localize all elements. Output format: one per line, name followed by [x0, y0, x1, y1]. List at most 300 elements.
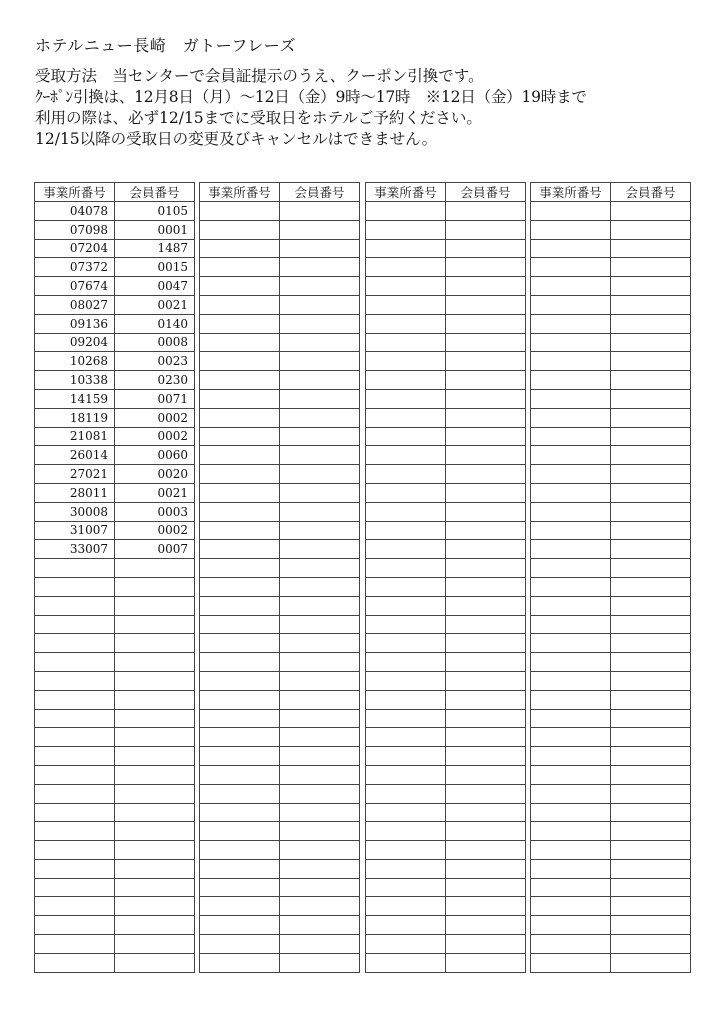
table-row — [531, 314, 691, 333]
member-number-cell — [446, 728, 526, 747]
office-number-cell — [35, 653, 115, 672]
table-row — [531, 671, 691, 690]
member-number-cell: 0021 — [115, 483, 195, 502]
office-number-cell — [366, 765, 446, 784]
member-number-cell: 1487 — [115, 239, 195, 258]
table-row — [531, 333, 691, 352]
member-number-cell — [611, 615, 691, 634]
member-number-cell — [280, 577, 360, 596]
member-number-cell — [611, 220, 691, 239]
table-row — [35, 822, 195, 841]
table-row — [531, 653, 691, 672]
office-number-cell: 31007 — [35, 521, 115, 540]
table-row — [35, 728, 195, 747]
table-row — [366, 596, 526, 615]
office-number-cell — [200, 540, 280, 559]
member-number-cell — [280, 427, 360, 446]
member-number-cell — [446, 295, 526, 314]
table-row — [35, 483, 195, 502]
member-number-cell — [280, 220, 360, 239]
table-row — [35, 784, 195, 803]
member-number-cell — [280, 333, 360, 352]
member-number-cell — [611, 295, 691, 314]
member-number-cell — [115, 953, 195, 972]
member-number-cell — [280, 690, 360, 709]
table-row — [200, 333, 360, 352]
table-row — [200, 709, 360, 728]
member-number-cell — [115, 935, 195, 954]
table-row — [531, 389, 691, 408]
pickup-notice — [35, 66, 715, 150]
office-number-cell — [531, 653, 611, 672]
member-number-cell: 0071 — [115, 389, 195, 408]
office-number-cell — [366, 258, 446, 277]
table-row — [35, 521, 195, 540]
member-number-cell — [611, 634, 691, 653]
table-row — [35, 502, 195, 521]
table-row — [200, 653, 360, 672]
member-number-cell — [611, 333, 691, 352]
member-number-cell — [611, 747, 691, 766]
table-row — [366, 352, 526, 371]
table-row — [366, 653, 526, 672]
office-number-cell — [531, 220, 611, 239]
table-row — [366, 258, 526, 277]
member-number-cell — [280, 277, 360, 296]
member-number-cell — [115, 690, 195, 709]
office-number-cell — [35, 709, 115, 728]
office-number-cell — [200, 822, 280, 841]
office-number-cell — [200, 709, 280, 728]
notice-line-cancellation: 12/15以降の受取日の変更及びキャンセルはできません。 — [35, 130, 438, 148]
office-number-cell — [366, 916, 446, 935]
table-row — [531, 239, 691, 258]
office-number-cell — [200, 653, 280, 672]
table-row — [366, 389, 526, 408]
office-number-cell — [531, 935, 611, 954]
table-row — [200, 408, 360, 427]
office-number-cell — [200, 690, 280, 709]
table-row — [531, 521, 691, 540]
member-number-cell: 0020 — [115, 465, 195, 484]
member-number-cell — [611, 371, 691, 390]
table-row — [366, 935, 526, 954]
office-number-cell: 26014 — [35, 446, 115, 465]
member-number-cell — [280, 465, 360, 484]
office-number-cell — [200, 671, 280, 690]
header-row — [200, 183, 360, 202]
table-row — [531, 202, 691, 221]
member-number-cell — [611, 540, 691, 559]
member-number-cell — [280, 295, 360, 314]
table-row — [35, 446, 195, 465]
office-number-cell — [200, 765, 280, 784]
member-number-cell — [280, 483, 360, 502]
office-number-cell — [200, 502, 280, 521]
member-number-header: 会員番号 — [611, 183, 691, 202]
table-row — [366, 577, 526, 596]
member-number-cell — [280, 728, 360, 747]
office-number-cell: 10268 — [35, 352, 115, 371]
table-row — [366, 559, 526, 578]
office-number-cell — [200, 916, 280, 935]
header-row — [531, 183, 691, 202]
table-row — [35, 671, 195, 690]
header-row — [366, 183, 526, 202]
member-number-cell — [611, 803, 691, 822]
office-number-cell — [200, 352, 280, 371]
member-number-cell — [115, 559, 195, 578]
member-number-cell — [280, 803, 360, 822]
member-number-cell — [280, 916, 360, 935]
office-number-cell — [200, 728, 280, 747]
table-row — [531, 747, 691, 766]
table-row — [531, 502, 691, 521]
office-number-cell — [200, 202, 280, 221]
table-row — [366, 465, 526, 484]
office-number-cell — [200, 446, 280, 465]
office-number-cell — [366, 784, 446, 803]
member-table-1 — [34, 182, 194, 973]
member-number-cell — [280, 258, 360, 277]
office-number-cell — [200, 559, 280, 578]
table-row — [531, 897, 691, 916]
member-number-cell — [446, 465, 526, 484]
table-row — [200, 314, 360, 333]
table-row — [366, 747, 526, 766]
member-number-cell — [611, 427, 691, 446]
office-number-cell: 07204 — [35, 239, 115, 258]
table-row — [200, 634, 360, 653]
table-row — [200, 859, 360, 878]
table-row — [200, 521, 360, 540]
table-row — [35, 427, 195, 446]
office-number-cell — [200, 258, 280, 277]
member-number-cell: 0008 — [115, 333, 195, 352]
table-row — [531, 408, 691, 427]
table-row — [200, 540, 360, 559]
member-number-cell: 0023 — [115, 352, 195, 371]
office-number-cell — [200, 314, 280, 333]
office-number-cell — [531, 634, 611, 653]
member-number-cell — [446, 690, 526, 709]
member-number-cell — [611, 859, 691, 878]
member-number-cell — [611, 897, 691, 916]
table-row — [200, 371, 360, 390]
office-number-cell — [200, 239, 280, 258]
office-number-cell — [200, 803, 280, 822]
table-row — [200, 559, 360, 578]
table-row — [366, 634, 526, 653]
office-number-cell — [366, 935, 446, 954]
table-row — [531, 728, 691, 747]
office-number-cell: 07098 — [35, 220, 115, 239]
member-number-cell — [280, 446, 360, 465]
table-row — [35, 408, 195, 427]
member-number-cell — [611, 916, 691, 935]
office-number-cell — [366, 314, 446, 333]
member-number-cell — [611, 709, 691, 728]
member-number-cell: 0060 — [115, 446, 195, 465]
notice-line-coupon-hours: ｸｰﾎﾟﾝ引換は、12月8日（月）～12日（金）9時～17時 ※12日（金）19時まで — [35, 88, 587, 106]
office-number-cell — [35, 747, 115, 766]
office-number-cell — [200, 577, 280, 596]
office-number-cell — [531, 314, 611, 333]
office-number-cell — [366, 465, 446, 484]
office-number-cell — [366, 634, 446, 653]
table-row — [200, 728, 360, 747]
office-number-cell — [200, 277, 280, 296]
member-number-cell — [611, 690, 691, 709]
office-number-cell — [531, 521, 611, 540]
office-number-cell — [366, 389, 446, 408]
office-number-cell — [531, 427, 611, 446]
member-number-cell: 0002 — [115, 408, 195, 427]
member-number-cell — [115, 916, 195, 935]
office-number-cell — [366, 822, 446, 841]
table-row — [200, 897, 360, 916]
member-number-cell — [115, 897, 195, 916]
member-number-cell — [446, 371, 526, 390]
member-number-cell — [611, 314, 691, 333]
member-number-cell — [115, 803, 195, 822]
office-number-cell — [35, 935, 115, 954]
member-number-cell — [280, 202, 360, 221]
member-number-cell — [611, 559, 691, 578]
member-number-cell — [611, 596, 691, 615]
table-row — [531, 634, 691, 653]
member-number-cell: 0003 — [115, 502, 195, 521]
table-row — [35, 352, 195, 371]
office-number-cell — [35, 577, 115, 596]
office-number-cell — [531, 577, 611, 596]
member-number-cell: 0230 — [115, 371, 195, 390]
office-number-cell — [200, 521, 280, 540]
page-title: ホテルニュー長崎 ガトーフレーズ — [35, 36, 296, 55]
office-number-cell — [366, 483, 446, 502]
table-row — [531, 483, 691, 502]
member-number-cell — [446, 483, 526, 502]
table-row — [531, 596, 691, 615]
table-row — [531, 295, 691, 314]
member-number-cell — [446, 352, 526, 371]
member-number-cell — [280, 784, 360, 803]
office-number-cell: 10338 — [35, 371, 115, 390]
table-row — [531, 258, 691, 277]
table-row — [366, 784, 526, 803]
table-row — [35, 878, 195, 897]
table-row — [35, 540, 195, 559]
office-number-cell — [531, 352, 611, 371]
table-row — [35, 803, 195, 822]
member-number-cell — [280, 859, 360, 878]
office-number-cell: 21081 — [35, 427, 115, 446]
member-number-cell — [115, 841, 195, 860]
member-number-cell — [446, 615, 526, 634]
member-number-cell — [611, 277, 691, 296]
table-row — [531, 953, 691, 972]
table-row — [366, 540, 526, 559]
table-row — [35, 916, 195, 935]
office-number-cell: 04078 — [35, 202, 115, 221]
member-number-cell — [115, 747, 195, 766]
office-number-cell — [200, 878, 280, 897]
table-row — [366, 765, 526, 784]
office-number-cell — [35, 784, 115, 803]
member-number-cell — [280, 521, 360, 540]
office-number-cell — [366, 728, 446, 747]
member-number-cell — [280, 935, 360, 954]
table-row — [531, 277, 691, 296]
table-row — [200, 502, 360, 521]
member-number-cell — [446, 220, 526, 239]
member-number-cell — [446, 333, 526, 352]
office-number-cell — [366, 333, 446, 352]
office-number-cell — [531, 333, 611, 352]
table-row — [531, 859, 691, 878]
office-number-cell — [200, 897, 280, 916]
office-number-cell — [366, 277, 446, 296]
member-number-cell — [280, 765, 360, 784]
member-number-cell — [280, 653, 360, 672]
office-number-cell — [366, 897, 446, 916]
office-number-cell — [200, 841, 280, 860]
table-row — [35, 239, 195, 258]
office-number-cell: 18119 — [35, 408, 115, 427]
member-number-cell: 0047 — [115, 277, 195, 296]
table-row — [531, 916, 691, 935]
table-row — [200, 258, 360, 277]
office-number-cell: 08027 — [35, 295, 115, 314]
office-number-cell — [35, 953, 115, 972]
office-number-cell — [366, 747, 446, 766]
table-row — [366, 859, 526, 878]
member-number-cell — [611, 389, 691, 408]
member-number-cell — [446, 953, 526, 972]
member-number-header: 会員番号 — [115, 183, 195, 202]
member-number-cell — [115, 671, 195, 690]
office-number-cell — [531, 502, 611, 521]
member-number-cell: 0140 — [115, 314, 195, 333]
office-number-cell — [531, 615, 611, 634]
member-number-cell — [280, 822, 360, 841]
table-row — [200, 446, 360, 465]
member-number-cell — [446, 427, 526, 446]
record-table — [199, 182, 360, 973]
office-number-cell — [35, 841, 115, 860]
office-number-cell — [531, 446, 611, 465]
member-number-cell — [446, 784, 526, 803]
office-number-cell — [531, 239, 611, 258]
office-number-cell — [366, 408, 446, 427]
office-number-cell — [200, 596, 280, 615]
table-row — [531, 841, 691, 860]
office-number-cell — [366, 371, 446, 390]
member-number-cell — [115, 878, 195, 897]
office-number-cell — [200, 371, 280, 390]
table-row — [35, 559, 195, 578]
member-number-cell — [115, 784, 195, 803]
table-row — [35, 953, 195, 972]
table-row — [200, 803, 360, 822]
office-number-cell — [531, 747, 611, 766]
office-number-cell — [531, 295, 611, 314]
table-row — [531, 371, 691, 390]
office-number-cell — [366, 803, 446, 822]
office-number-cell — [200, 634, 280, 653]
member-number-cell — [446, 521, 526, 540]
table-row — [35, 295, 195, 314]
table-row — [200, 389, 360, 408]
table-row — [200, 596, 360, 615]
header-row — [35, 183, 195, 202]
office-number-cell — [35, 728, 115, 747]
table-row — [200, 295, 360, 314]
member-number-cell — [611, 258, 691, 277]
office-number-cell — [531, 483, 611, 502]
office-number-cell — [531, 671, 611, 690]
office-number-cell: 28011 — [35, 483, 115, 502]
office-number-cell — [35, 690, 115, 709]
table-row — [35, 859, 195, 878]
table-row — [366, 671, 526, 690]
office-number-cell — [531, 709, 611, 728]
office-number-cell — [35, 596, 115, 615]
office-number-cell — [366, 202, 446, 221]
member-number-cell — [115, 822, 195, 841]
table-row — [200, 935, 360, 954]
office-number-cell — [531, 277, 611, 296]
member-number-cell: 0007 — [115, 540, 195, 559]
member-number-cell — [280, 352, 360, 371]
office-number-cell — [200, 953, 280, 972]
office-number-cell — [200, 333, 280, 352]
office-number-cell — [200, 483, 280, 502]
member-number-cell — [611, 577, 691, 596]
member-number-cell — [446, 803, 526, 822]
office-number-cell — [366, 841, 446, 860]
table-row — [200, 690, 360, 709]
table-row — [366, 822, 526, 841]
member-number-cell — [280, 389, 360, 408]
office-number-cell — [366, 596, 446, 615]
office-number-cell — [366, 540, 446, 559]
member-number-cell — [611, 446, 691, 465]
table-row — [366, 333, 526, 352]
office-number-cell — [366, 427, 446, 446]
table-row — [531, 690, 691, 709]
member-number-cell — [446, 446, 526, 465]
table-row — [531, 878, 691, 897]
table-row — [531, 427, 691, 446]
member-number-cell — [280, 314, 360, 333]
member-table-3 — [365, 182, 525, 973]
member-number-cell — [280, 841, 360, 860]
table-row — [35, 653, 195, 672]
office-number-cell — [366, 859, 446, 878]
table-row — [366, 916, 526, 935]
table-row — [531, 765, 691, 784]
member-number-cell — [611, 521, 691, 540]
member-number-cell — [446, 935, 526, 954]
member-number-cell — [446, 258, 526, 277]
record-table — [365, 182, 526, 973]
office-number-cell — [366, 502, 446, 521]
office-number-cell — [531, 258, 611, 277]
office-number-cell — [531, 389, 611, 408]
member-number-cell — [611, 502, 691, 521]
table-row — [35, 220, 195, 239]
